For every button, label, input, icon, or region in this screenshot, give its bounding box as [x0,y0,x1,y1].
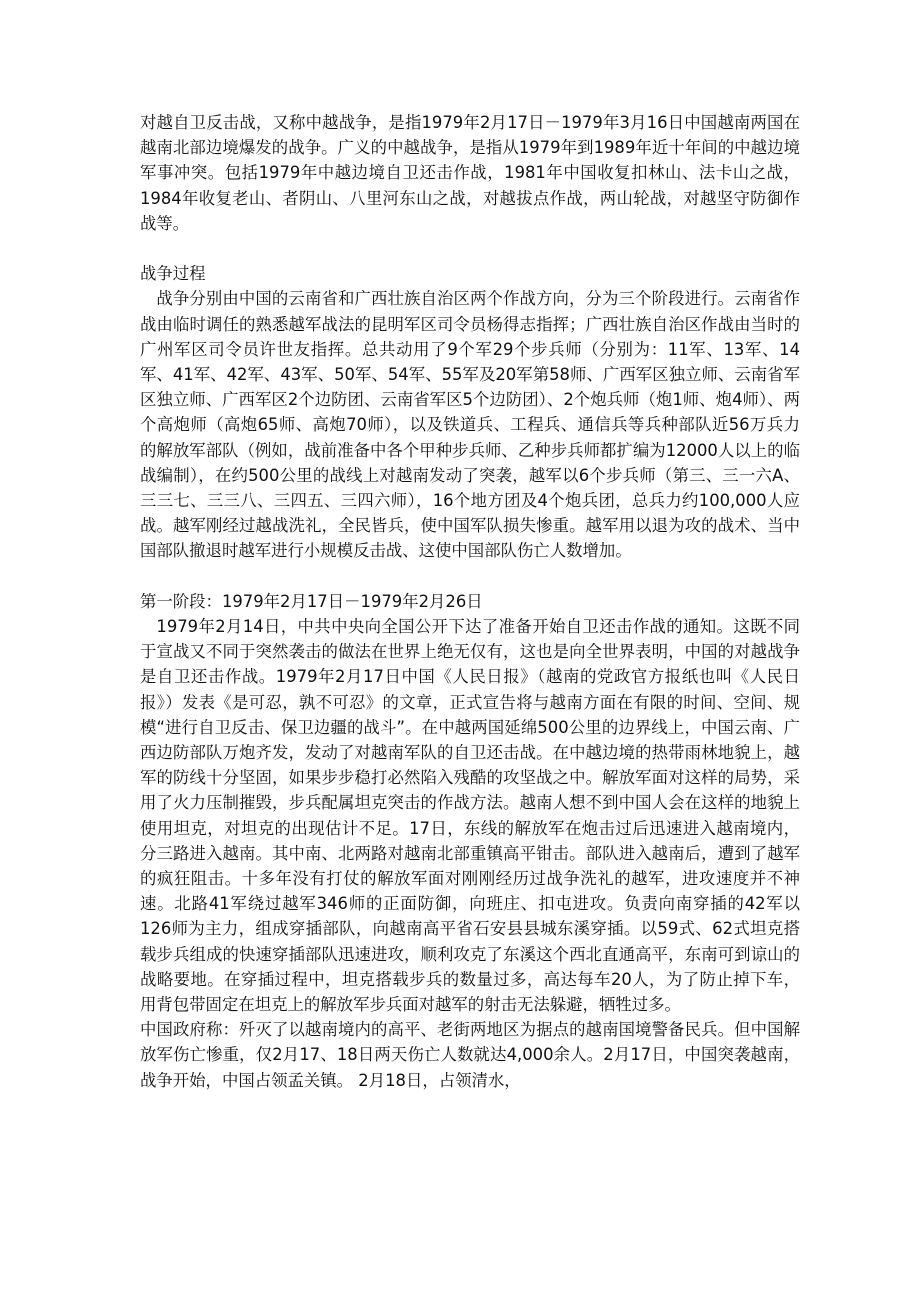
document-page [140,110,800,1093]
section-heading-phase-one: 第一阶段：1979年2月17日－1979年2月26日 [140,591,483,611]
intro-paragraph: 对越自卫反击战，又称中越战争，是指1979年2月17日－1979年3月16日中国越南两国在越南北部边境爆发的战争。广义的中越战争，是指从1979年到1989年近十年间的中越边境军事冲突。包括1979年中越边境自卫还击作战，1981年中国收复扣林山、法卡山之战，1984年收复老山、者阴山、八里河东山之战，对越拔点作战，两山轮战，对越坚守防御作战等。 [140,113,800,233]
paragraph-gap [140,564,800,589]
paragraph-gap [140,236,800,261]
phase-one-government-paragraph: 中国政府称：歼灭了以越南境内的高平、老街两地区为据点的越南国境警备民兵。但中国解放军伤亡惨重，仅2月17、18日两天伤亡人数就达4,000余人。2月17日，中国突袭越南，战争开始，中国占领孟关镇。 2月18日，占领清水， [140,1020,800,1090]
phase-one-paragraph: 1979年2月14日，中共中央向全国公开下达了准备开始自卫还击作战的通知。这既不同于宣战又不同于突然袭击的做法在世界上绝无仅有，这也是向全世界表明，中国的对越战争是自卫还击作战。1979年2月17日中国《人民日报》（越南的党政官方报纸也叫《人民日报》）发表《是可忍，孰不可忍》的文章，正式宣告将与越南方面在有限的时间、空间、规模“进行自卫反击、保卫边疆的战斗”。在中越两国延绵500公里的边界线上，中国云南、广西边防部队万炮齐发，发动了对越南军队的自卫还击战。在中越边境的热带雨林地貌上，越军的防线十分坚固，如果步步稳打必然陷入残酷的攻坚战之中。解放军面对这样的局势，采用了火力压制摧毁，步兵配属坦克突击的作战方法。越南人想不到中国人会在这样的地貌上使用坦克，对坦克的出现估计不足。17日，东线的解放军在炮击过后迅速进入越南境内，分三路进入越南。其中南、北两路对越南北部重镇高平钳击。部队进入越南后，遭到了越军的疯狂阻击。十多年没有打仗的解放军面对刚刚经历过战争洗礼的越军，进攻速度并不神速。北路41军绕过越军346师的正面防御，向班庄、扣屯进攻。负责向南穿插的42军以126师为主力，组成穿插部队，向越南高平省石安县县城东溪穿插。以59式、62式坦克搭载步兵组成的快速穿插部队迅速进攻，顺利攻克了东溪这个西北直通高平，东南可到谅山的战略要地。在穿插过程中，坦克搭载步兵的数量过多，高达每车20人，为了防止掉下车，用背包带固定在坦克上的解放军步兵面对越军的射击无法躲避，牺牲过多。 [140,617,800,1015]
war-process-paragraph: 战争分别由中国的云南省和广西壮族自治区两个作战方向，分为三个阶段进行。云南省作战由临时调任的熟悉越军战法的昆明军区司令员杨得志指挥；广西壮族自治区作战由当时的广州军区司令员许世友指挥。总共动用了9个军29个步兵师（分别为：11军、13军、14军、41军、42军、43军、50军、54军、55军及20军第58师、广西军区独立师、云南省军区独立师、广西军区2个边防团、云南省军区5个边防团）、2个炮兵师（炮1师、炮4师）、两个高炮师（高炮65师、高炮70师），以及铁道兵、工程兵、通信兵等兵种部队近56万兵力的解放军部队（例如，战前准备中各个甲种步兵师、乙种步兵师都扩编为12000人以上的临战编制），在约500公里的战线上对越南发动了突袭，越军以6个步兵师（第三、三一六A、三三七、三三八、三四五、三四六师），16个地方团及4个炮兵团，总兵力约100,000人应战。越军刚经过越战洗礼，全民皆兵，使中国军队损失惨重。越军用以退为攻的战术、当中国部队撤退时越军进行小规模反击战、这使中国部队伤亡人数增加。 [140,289,800,561]
section-heading-war-process: 战争过程 [140,264,206,284]
